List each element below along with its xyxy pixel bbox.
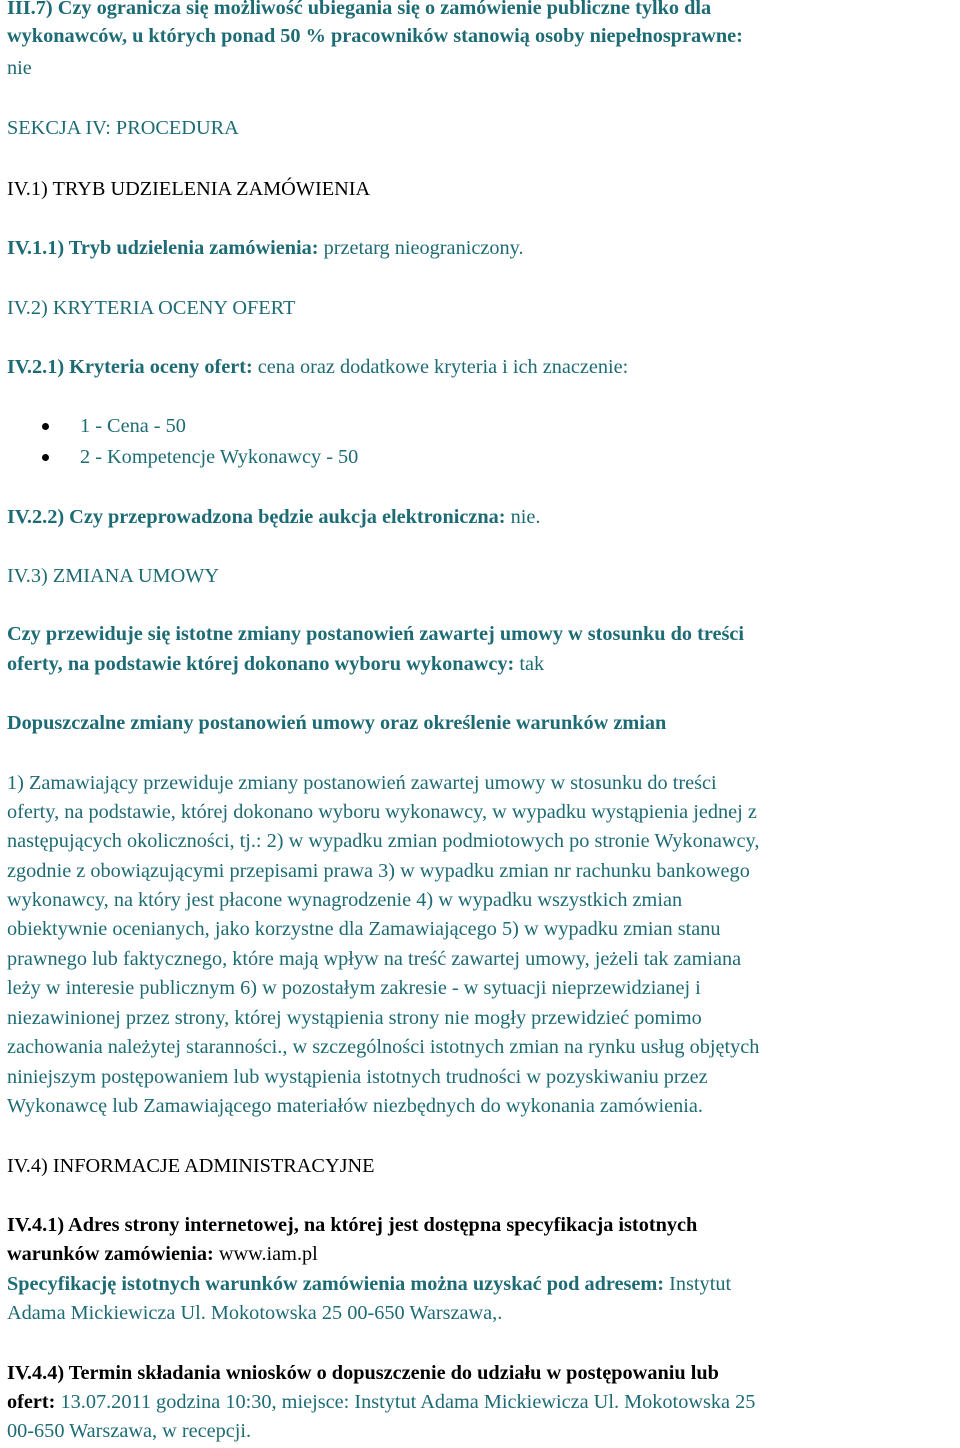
iv11-label: IV.1.1) Tryb udzielenia zamówienia: xyxy=(7,237,319,259)
changes-line: następujących okoliczności, tj.: 2) w wypadku zmian podmiotowych po stronie Wykonawcy, xyxy=(7,830,760,852)
spec-value: Instytut xyxy=(664,1273,732,1295)
iv4-heading: IV.4) INFORMACJE ADMINISTRACYJNE xyxy=(7,1155,375,1177)
changes-line: Wykonawcę lub Zamawiającego materiałów niezbędnych do wykonania zamówienia. xyxy=(7,1095,703,1117)
changes-line: niniejszym postępowaniem lub wystąpienia istotnych trudności w pozyskiwaniu przez xyxy=(7,1066,708,1088)
changes-line: wykonawcy, na który jest płacone wynagrodzenie 4) w wypadku wszystkich zmian xyxy=(7,889,683,911)
changes-line: oferty, na podstawie, której dokonano wyboru wykonawcy, w wypadku wystąpienia jednej z xyxy=(7,801,757,823)
iv41-value: www.iam.pl xyxy=(213,1243,318,1265)
iv3-question-text: Czy przewiduje się istotne zmiany postanowień zawartej umowy w stosunku do treści xyxy=(7,623,745,645)
spec-line2: Adama Mickiewicza Ul. Mokotowska 25 00-650 Warszawa,. xyxy=(7,1302,503,1324)
iv22-label: IV.2.2) Czy przeprowadzona będzie aukcja elektroniczna: xyxy=(7,506,506,528)
iv3-question-line2 xyxy=(7,652,544,676)
spec-line1 xyxy=(7,1272,731,1296)
criteria-item: 2 - Kompetencje Wykonawcy - 50 xyxy=(80,446,359,468)
iv44-label: ofert: xyxy=(7,1391,56,1413)
changes-line: niezawinionej przez strony, której wystąpienia strony nie mogły przewidzieć pomimo xyxy=(7,1007,702,1029)
iv11-line xyxy=(7,236,524,260)
changes-line: zgodnie z obowiązującymi przepisami prawa 3) w wypadku zmian nr rachunku bankowego xyxy=(7,860,750,882)
question-iii7-line1: III.7) Czy ogranicza się możliwość ubiegania się o zamówienie publiczne tylko dla xyxy=(7,0,712,19)
spec-label: Specyfikację istotnych warunków zamówienia można uzyskać pod adresem: xyxy=(7,1273,665,1295)
iv41-line2 xyxy=(7,1242,318,1266)
iv3-question-line1 xyxy=(7,622,744,646)
changes-line: prawnego lub faktycznego, które mają wpływ na treść zawartej umowy, jeżeli tak zamiana xyxy=(7,948,742,970)
iv22-value: nie. xyxy=(505,506,541,528)
iv21-label: IV.2.1) Kryteria oceny ofert: xyxy=(7,356,253,378)
section-title: SEKCJA IV: PROCEDURA xyxy=(7,117,239,139)
criteria-item: 1 - Cena - 50 xyxy=(80,415,186,437)
iv41-label: warunków zamówienia: xyxy=(7,1243,214,1265)
iv3-heading: IV.3) ZMIANA UMOWY xyxy=(7,565,220,587)
changes-line: leży w interesie publicznym 6) w pozostałym zakresie - w sytuacji nieprzewidzianej i xyxy=(7,977,701,999)
question-iii7-answer: nie xyxy=(7,57,32,79)
iv2-heading: IV.2) KRYTERIA OCENY OFERT xyxy=(7,297,296,319)
iv11-value: przetarg nieograniczony. xyxy=(318,237,524,259)
iv21-line xyxy=(7,355,628,379)
iv1-heading: IV.1) TRYB UDZIELENIA ZAMÓWIENIA xyxy=(7,178,371,200)
bullet-icon xyxy=(42,423,49,430)
iv41-line1: IV.4.1) Adres strony internetowej, na której jest dostępna specyfikacja istotnych xyxy=(7,1214,698,1236)
iv22-line xyxy=(7,505,540,529)
question-iii7-line2: wykonawców, u których ponad 50 % pracowników stanowią osoby niepełnosprawne: xyxy=(7,25,743,47)
changes-line: obiektywnie ocenianych, jako korzystne dla Zamawiającego 5) w wypadku zmian stanu xyxy=(7,918,721,940)
changes-line: 1) Zamawiający przewiduje zmiany postanowień zawartej umowy w stosunku do treści xyxy=(7,772,717,794)
changes-line: zachowania należytej staranności., w szczególności istotnych zmian na rynku usług objętych xyxy=(7,1036,760,1058)
iv21-value: cena oraz dodatkowe kryteria i ich znaczenie: xyxy=(252,356,629,378)
iv44-line2 xyxy=(7,1390,755,1414)
bullet-icon xyxy=(42,454,49,461)
iv3-question-answer: tak xyxy=(514,653,545,675)
iv44-line1: IV.4.4) Termin składania wniosków o dopuszczenie do udziału w postępowaniu lub xyxy=(7,1362,719,1384)
iv44-line3: 00-650 Warszawa, w recepcji. xyxy=(7,1420,252,1442)
iv44-value: 13.07.2011 godzina 10:30, miejsce: Instytut Adama Mickiewicza Ul. Mokotowska 25 xyxy=(55,1391,756,1413)
iv3-question-text: oferty, na podstawie której dokonano wyboru wykonawcy: xyxy=(7,653,515,675)
iv3-changes-heading: Dopuszczalne zmiany postanowień umowy oraz określenie warunków zmian xyxy=(7,712,667,734)
